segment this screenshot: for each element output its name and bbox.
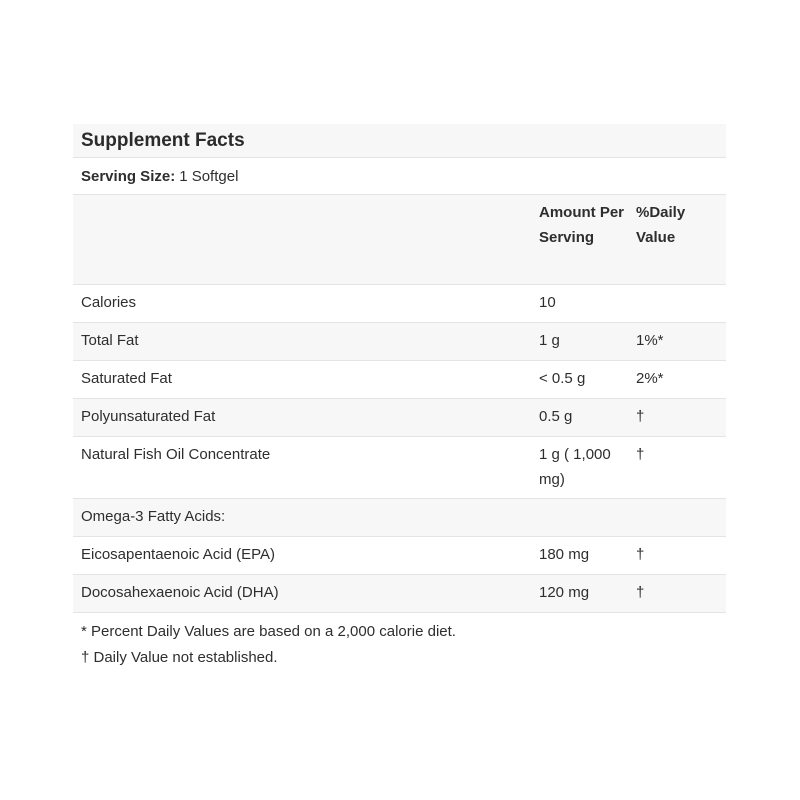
- supplement-facts-table: [73, 124, 726, 613]
- table-row: [73, 575, 726, 613]
- nutrient-amount: [531, 499, 628, 536]
- nutrient-amount: 10: [539, 294, 556, 311]
- serving-size-label: Serving Size:: [81, 167, 176, 185]
- table-row: [73, 285, 726, 323]
- nutrient-amount: 1 g: [539, 332, 560, 349]
- nutrient-daily-value: †: [636, 408, 645, 425]
- nutrient-daily-value: [628, 285, 726, 322]
- table-row: [73, 499, 726, 537]
- footnote-not-established: † Daily Value not established.: [81, 649, 278, 666]
- table-row: [73, 399, 726, 437]
- nutrient-name: Natural Fish Oil Concentrate: [81, 446, 271, 463]
- nutrient-amount: < 0.5 g: [539, 370, 586, 387]
- nutrient-amount: 1 g ( 1,000 mg): [539, 446, 611, 488]
- nutrient-name: Eicosapentaenoic Acid (EPA): [81, 546, 275, 563]
- nutrient-amount: 180 mg: [539, 546, 590, 563]
- header-daily-value: %Daily Value: [636, 204, 686, 246]
- table-row: [73, 323, 726, 361]
- nutrient-daily-value: †: [636, 584, 645, 601]
- nutrient-amount: 120 mg: [539, 584, 590, 601]
- nutrient-name: Omega-3 Fatty Acids:: [81, 508, 226, 525]
- table-row: [73, 437, 726, 499]
- serving-size: [73, 158, 726, 195]
- table-row: [73, 537, 726, 575]
- footnote-daily-values: * Percent Daily Values are based on a 2,000 calorie diet.: [81, 623, 456, 640]
- serving-size-value: 1 Softgel: [179, 167, 239, 185]
- nutrient-name: Total Fat: [81, 332, 139, 349]
- nutrient-daily-value: [628, 499, 726, 536]
- facts-title: Supplement Facts: [73, 124, 726, 158]
- nutrient-daily-value: 1%*: [636, 332, 664, 349]
- nutrient-name: Docosahexaenoic Acid (DHA): [81, 584, 279, 601]
- header-nutrient: [73, 195, 531, 284]
- nutrient-daily-value: †: [636, 446, 645, 463]
- nutrient-daily-value: 2%*: [636, 370, 664, 387]
- nutrient-name: Polyunsaturated Fat: [81, 408, 216, 425]
- nutrient-name: Saturated Fat: [81, 370, 172, 387]
- nutrient-amount: 0.5 g: [539, 408, 573, 425]
- table-row: [73, 361, 726, 399]
- footnotes: [81, 619, 456, 671]
- nutrient-daily-value: †: [636, 546, 645, 563]
- column-header-row: [73, 195, 726, 285]
- nutrient-name: Calories: [81, 294, 137, 311]
- header-amount: Amount Per Serving: [539, 204, 625, 246]
